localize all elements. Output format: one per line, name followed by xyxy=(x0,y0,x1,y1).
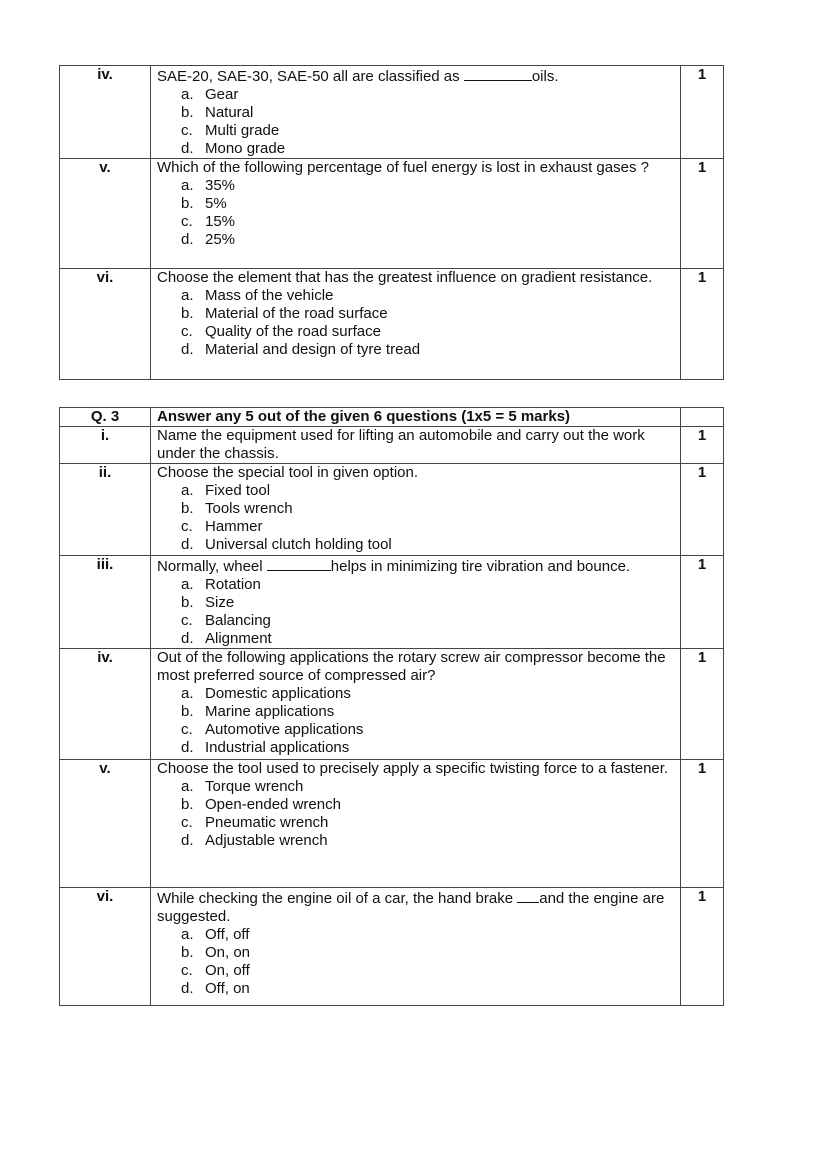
option-item xyxy=(181,305,676,323)
option-item xyxy=(181,962,676,980)
question-number: ii. xyxy=(60,464,151,556)
option-label: b. xyxy=(181,796,194,813)
option-text: Mass of the vehicle xyxy=(205,287,334,304)
option-label: d. xyxy=(181,140,194,157)
option-text: 35% xyxy=(205,177,236,194)
option-item xyxy=(181,685,676,703)
option-list xyxy=(157,926,676,998)
option-item xyxy=(181,341,676,359)
fill-in-blank xyxy=(267,556,331,571)
option-item xyxy=(181,287,676,305)
option-list xyxy=(157,482,676,554)
option-item xyxy=(181,980,676,998)
question-row xyxy=(60,427,724,464)
question-marks: 1 xyxy=(681,427,724,464)
question-cell xyxy=(151,760,681,888)
question-cell xyxy=(151,888,681,1006)
option-text: Domestic applications xyxy=(205,685,351,702)
option-label: b. xyxy=(181,500,194,517)
question-text-part: oils. xyxy=(531,68,559,85)
option-text: Adjustable wrench xyxy=(205,832,328,849)
fill-in-blank xyxy=(464,66,532,81)
question-row xyxy=(60,760,724,888)
question-row xyxy=(60,888,724,1006)
option-item xyxy=(181,612,676,630)
option-label: d. xyxy=(181,536,194,553)
option-label: c. xyxy=(181,721,193,738)
question-text: Choose the element that has the greatest influence on gradient resistance. xyxy=(157,269,653,286)
option-text: Torque wrench xyxy=(205,778,304,795)
question-text-part: and the engine are suggested. xyxy=(157,890,665,925)
option-label: a. xyxy=(181,778,194,795)
question-marks: 1 xyxy=(681,760,724,888)
option-label: c. xyxy=(181,962,193,979)
question-marks: 1 xyxy=(681,888,724,1006)
option-item xyxy=(181,630,676,648)
option-text: Material of the road surface xyxy=(205,305,388,322)
question-row xyxy=(60,66,724,159)
option-text: 5% xyxy=(205,195,227,212)
question-text: Choose the special tool in given option. xyxy=(157,464,419,481)
question-text xyxy=(157,888,676,926)
option-label: d. xyxy=(181,231,194,248)
option-item xyxy=(181,778,676,796)
option-item xyxy=(181,796,676,814)
option-label: b. xyxy=(181,104,194,121)
option-label: a. xyxy=(181,287,194,304)
option-list xyxy=(157,685,676,757)
question-text xyxy=(157,556,676,576)
option-label: c. xyxy=(181,518,193,535)
option-label: d. xyxy=(181,739,194,756)
option-item xyxy=(181,122,676,140)
question-marks: 1 xyxy=(681,464,724,556)
option-label: b. xyxy=(181,195,194,212)
option-text: Marine applications xyxy=(205,703,335,720)
option-text: Universal clutch holding tool xyxy=(205,536,392,553)
option-label: a. xyxy=(181,177,194,194)
option-item xyxy=(181,518,676,536)
option-label: c. xyxy=(181,612,193,629)
option-list xyxy=(157,86,676,158)
option-label: d. xyxy=(181,980,194,997)
option-item xyxy=(181,177,676,195)
question-marks: 1 xyxy=(681,66,724,159)
question-text-part: While checking the engine oil of a car, the hand brake xyxy=(157,890,518,907)
question-cell xyxy=(151,556,681,649)
question-number: iii. xyxy=(60,556,151,649)
option-label: a. xyxy=(181,482,194,499)
question-marks: 1 xyxy=(681,159,724,269)
option-text: Multi grade xyxy=(205,122,280,139)
option-item xyxy=(181,500,676,518)
option-label: b. xyxy=(181,703,194,720)
question-cell xyxy=(151,66,681,159)
option-label: d. xyxy=(181,832,194,849)
question-text-part: SAE-20, SAE-30, SAE-50 all are classified as xyxy=(157,68,464,85)
question-text: Choose the tool used to precisely apply a specific twisting force to a fastener. xyxy=(157,760,669,777)
option-item xyxy=(181,739,676,757)
question-cell xyxy=(151,427,681,464)
option-text: Balancing xyxy=(205,612,271,629)
question-table-1 xyxy=(59,65,724,380)
question-number: i. xyxy=(60,427,151,464)
option-list xyxy=(157,287,676,359)
option-item xyxy=(181,195,676,213)
question-row xyxy=(60,464,724,556)
option-item xyxy=(181,944,676,962)
option-label: c. xyxy=(181,213,193,230)
option-text: Size xyxy=(205,594,235,611)
option-item xyxy=(181,832,676,850)
question-number: vi. xyxy=(60,888,151,1006)
option-list xyxy=(157,177,676,249)
question-number: iv. xyxy=(60,66,151,159)
question-number: iv. xyxy=(60,649,151,760)
question-text-part: Normally, wheel xyxy=(157,558,267,575)
option-item xyxy=(181,536,676,554)
option-text: Quality of the road surface xyxy=(205,323,381,340)
question-row xyxy=(60,556,724,649)
question-marks: 1 xyxy=(681,556,724,649)
option-text: Natural xyxy=(205,104,254,121)
option-label: d. xyxy=(181,341,194,358)
option-label: b. xyxy=(181,594,194,611)
option-text: Material and design of tyre tread xyxy=(205,341,421,358)
option-item xyxy=(181,926,676,944)
question-text-part: helps in minimizing tire vibration and bounce. xyxy=(330,558,631,575)
option-label: b. xyxy=(181,305,194,322)
question-text xyxy=(157,66,676,86)
option-item xyxy=(181,86,676,104)
question-row xyxy=(60,649,724,760)
option-text: Off, on xyxy=(205,980,250,997)
option-text: Pneumatic wrench xyxy=(205,814,329,831)
question-marks: 1 xyxy=(681,269,724,380)
section-instruction: Answer any 5 out of the given 6 questions (1x5 = 5 marks) xyxy=(151,408,681,427)
option-text: On, off xyxy=(205,962,250,979)
question-cell xyxy=(151,269,681,380)
option-text: Automotive applications xyxy=(205,721,364,738)
option-text: 15% xyxy=(205,213,236,230)
option-item xyxy=(181,104,676,122)
option-label: a. xyxy=(181,926,194,943)
option-text: Fixed tool xyxy=(205,482,271,499)
question-number: v. xyxy=(60,159,151,269)
fill-in-blank xyxy=(517,888,539,903)
option-label: a. xyxy=(181,685,194,702)
option-label: c. xyxy=(181,814,193,831)
option-text: Tools wrench xyxy=(205,500,293,517)
option-item xyxy=(181,140,676,158)
option-text: Hammer xyxy=(205,518,263,535)
question-number: vi. xyxy=(60,269,151,380)
question-text: Out of the following applications the rotary screw air compressor become the most preferred source of compressed air? xyxy=(157,649,666,684)
question-cell xyxy=(151,159,681,269)
option-label: d. xyxy=(181,630,194,647)
option-item xyxy=(181,323,676,341)
section-number: Q. 3 xyxy=(60,408,151,427)
question-text: Which of the following percentage of fuel energy is lost in exhaust gases ? xyxy=(157,159,649,176)
option-item xyxy=(181,576,676,594)
section-header-row xyxy=(60,408,724,427)
option-text: 25% xyxy=(205,231,236,248)
option-text: Rotation xyxy=(205,576,261,593)
option-text: On, on xyxy=(205,944,251,961)
option-text: Industrial applications xyxy=(205,739,350,756)
question-number: v. xyxy=(60,760,151,888)
question-marks: 1 xyxy=(681,649,724,760)
option-text: Alignment xyxy=(205,630,272,647)
section-marks xyxy=(681,408,724,427)
option-item xyxy=(181,482,676,500)
option-label: c. xyxy=(181,323,193,340)
option-list xyxy=(157,778,676,850)
option-item xyxy=(181,213,676,231)
option-item xyxy=(181,594,676,612)
option-label: c. xyxy=(181,122,193,139)
question-cell xyxy=(151,464,681,556)
option-text: Open-ended wrench xyxy=(205,796,341,813)
question-row xyxy=(60,159,724,269)
option-item xyxy=(181,721,676,739)
option-text: Gear xyxy=(205,86,239,103)
question-cell xyxy=(151,649,681,760)
option-text: Mono grade xyxy=(205,140,286,157)
option-text: Off, off xyxy=(205,926,250,943)
option-item xyxy=(181,231,676,249)
question-text: Name the equipment used for lifting an automobile and carry out the work under the chassis. xyxy=(157,427,645,462)
option-item xyxy=(181,814,676,832)
option-list xyxy=(157,576,676,648)
option-label: a. xyxy=(181,86,194,103)
question-table-2 xyxy=(59,407,724,1006)
option-item xyxy=(181,703,676,721)
question-row xyxy=(60,269,724,380)
option-label: a. xyxy=(181,576,194,593)
option-label: b. xyxy=(181,944,194,961)
